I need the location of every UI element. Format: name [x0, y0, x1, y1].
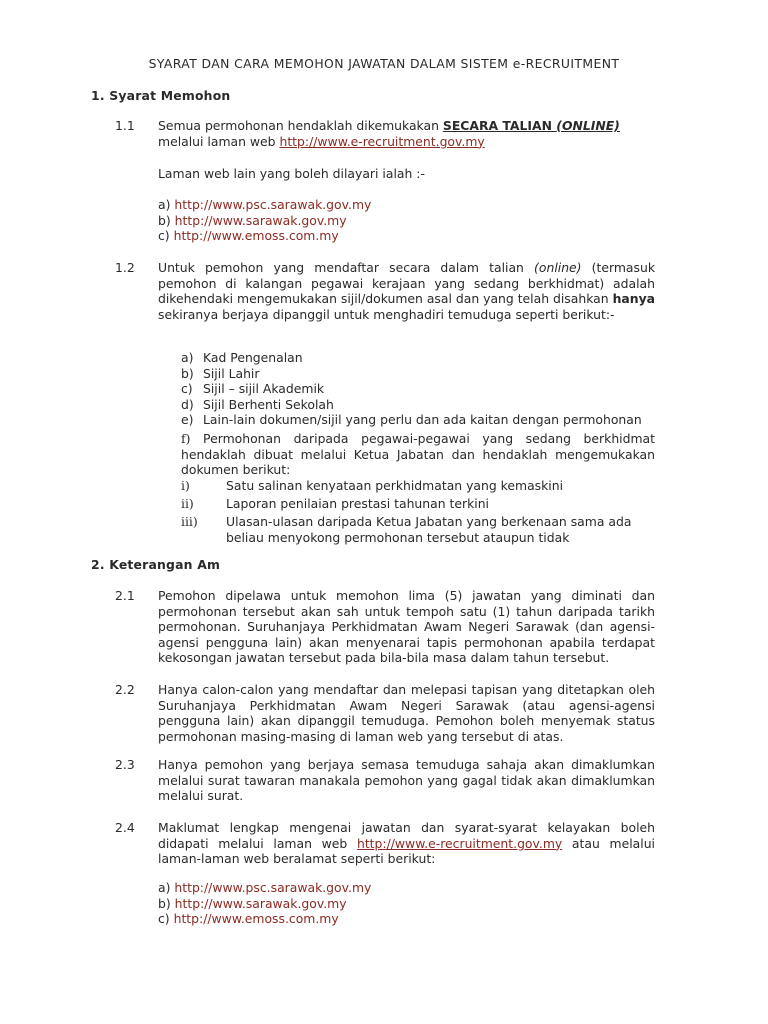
item-2-4-text-2: atau melalui laman-laman web beralamat seperti berikut: — [158, 835, 655, 867]
roman-text: Satu salinan kenyataan perkhidmatan yang kemaskini — [226, 478, 564, 493]
item-1-2-text-2: (termasuk pemohon di kalangan pegawai kerajaan yang sedang berkhidmat) adalah dikehendaki mengemukakan sijil/dokumen asal dan yang telah disahkan — [158, 260, 655, 307]
roman-label: ii) — [181, 495, 194, 511]
roman-list — [181, 478, 655, 545]
list-text: Kad Pengenalan — [203, 350, 303, 365]
list-label: b) — [181, 365, 194, 381]
list-item — [181, 381, 655, 397]
item-1-1-text: Semua permohonan hendaklah dikemukakan — [158, 118, 443, 133]
item-f-text: Permohonan daripada pegawai-pegawai yang sedang berkhidmat hendaklah dibuat melalui Ketua Jabatan dan hendaklah mengemukakan dokumen berikut: — [181, 431, 655, 478]
item-2-3-paragraph: Hanya pemohon yang berjaya semasa temuduga sahaja akan dimaklumkan melalui surat tawaran manakala pemohon yang gagal tidak akan dimaklumkan melalui surat. — [158, 757, 655, 804]
item-2-4-paragraph — [158, 820, 655, 867]
list-label: f) — [181, 431, 191, 446]
roman-item — [181, 496, 655, 512]
page-title: SYARAT DAN CARA MEMOHON JAWATAN DALAM SISTEM e-RECRUITMENT — [148, 56, 620, 71]
list-item — [181, 397, 655, 413]
online-emphasis — [443, 118, 620, 133]
site-item — [158, 213, 655, 229]
list-label: a) — [181, 350, 194, 365]
emoss-link[interactable]: http://www.emoss.com.my — [173, 228, 339, 244]
document-list — [181, 350, 655, 428]
section-heading-keterangan-am: 2. Keterangan Am — [91, 557, 221, 572]
site-item — [158, 228, 655, 244]
online-emphasis-bold: SECARA TALIAN — [442, 118, 557, 133]
item-number: 2.3 — [115, 757, 135, 772]
item-1-1-line-2 — [158, 134, 655, 150]
section-heading-syarat-memohon: 1. Syarat Memohon — [91, 88, 231, 103]
item-number: 2.4 — [115, 820, 135, 835]
psc-sarawak-link-2[interactable]: http://www.psc.sarawak.gov.my — [174, 880, 372, 895]
site-label: a) — [158, 197, 175, 212]
roman-label: i) — [181, 478, 190, 493]
roman-text: Laporan penilaian prestasi tahunan terkini — [226, 495, 490, 511]
e-recruitment-link[interactable]: http://www.e-recruitment.gov.my — [279, 133, 485, 149]
emoss-link-2[interactable]: http://www.emoss.com.my — [173, 911, 339, 927]
roman-item — [181, 514, 655, 545]
site-label: b) — [158, 895, 175, 911]
other-sites-intro: Laman web lain yang boleh dilayari ialah :- — [158, 166, 425, 181]
item-2-4-text: Maklumat lengkap mengenai jawatan dan syarat-syarat kelayakan boleh didapati melalui laman web — [158, 820, 655, 851]
sarawak-gov-link[interactable]: http://www.sarawak.gov.my — [174, 212, 347, 228]
item-number: 2.2 — [115, 682, 135, 697]
item-number: 1.1 — [115, 118, 135, 133]
item-1-2-text-3: sekiranya berjaya dipanggil untuk menghadiri temuduga seperti berikut:- — [158, 306, 615, 322]
list-item — [181, 412, 655, 428]
site-item — [158, 896, 655, 912]
item-number: 1.2 — [115, 260, 135, 275]
hanya-bold: hanya — [612, 291, 656, 307]
site-item — [158, 880, 655, 896]
item-1-1-line-1 — [158, 118, 655, 134]
online-emphasis-italic: (ONLINE) — [556, 118, 620, 133]
list-text: Lain-lain dokumen/sijil yang perlu dan ada kaitan dengan permohonan — [203, 412, 642, 428]
list-text: Sijil Berhenti Sekolah — [203, 396, 334, 412]
roman-text: Ulasan-ulasan daripada Ketua Jabatan yang berkenaan sama ada beliau menyokong permohonan tersebut ataupun tidak — [226, 514, 632, 545]
item-1-2-paragraph — [158, 260, 655, 322]
site-label: b) — [158, 212, 175, 228]
item-1-2-text: Untuk pemohon yang mendaftar secara dalam talian — [158, 260, 535, 275]
site-label: a) — [158, 880, 175, 895]
list-text: Sijil Lahir — [203, 365, 260, 381]
site-label: c) — [158, 911, 174, 927]
psc-sarawak-link[interactable]: http://www.psc.sarawak.gov.my — [174, 197, 372, 212]
site-list-1 — [158, 197, 655, 244]
item-1-1-paragraph — [158, 118, 655, 149]
list-label: d) — [181, 396, 194, 412]
list-item — [181, 350, 655, 366]
site-list-2 — [158, 880, 655, 927]
list-text: Sijil – sijil Akademik — [203, 381, 325, 397]
item-number: 2.1 — [115, 588, 135, 603]
e-recruitment-link-2[interactable]: http://www.e-recruitment.gov.my — [356, 835, 563, 851]
sarawak-gov-link-2[interactable]: http://www.sarawak.gov.my — [174, 895, 347, 911]
site-item — [158, 197, 655, 213]
item-2-1-paragraph: Pemohon dipelawa untuk memohon lima (5) jawatan yang diminati dan permohonan tersebut akan sah untuk tempoh satu (1) tahun daripada tarikh permohonan. Suruhanjaya Perkhidmatan Awam Negeri Sarawak (dan agensi-agensi pengguna lain) akan menyenarai tapis permohonan apabila terdapat kekosongan jawatan tersebut pada bila-bila masa dalam tahun tersebut. — [158, 588, 655, 666]
site-item — [158, 911, 655, 927]
roman-item — [181, 478, 655, 494]
item-f-paragraph — [181, 431, 655, 478]
list-label: c) — [181, 381, 193, 397]
list-item — [181, 366, 655, 382]
online-italic: (online) — [534, 260, 582, 275]
item-2-2-paragraph: Hanya calon-calon yang mendaftar dan melepasi tapisan yang ditetapkan oleh Suruhanjaya Perkhidmatan Awam Negeri Sarawak (atau agensi-agensi pengguna lain) akan dipanggil temuduga. Pemohon boleh menyemak status permohonan masing-masing di laman web yang tersebut di atas. — [158, 682, 655, 744]
site-label: c) — [158, 228, 174, 244]
list-label: e) — [181, 412, 194, 428]
item-1-1-text-2: melalui laman web — [158, 133, 280, 149]
roman-label: iii) — [181, 514, 198, 530]
